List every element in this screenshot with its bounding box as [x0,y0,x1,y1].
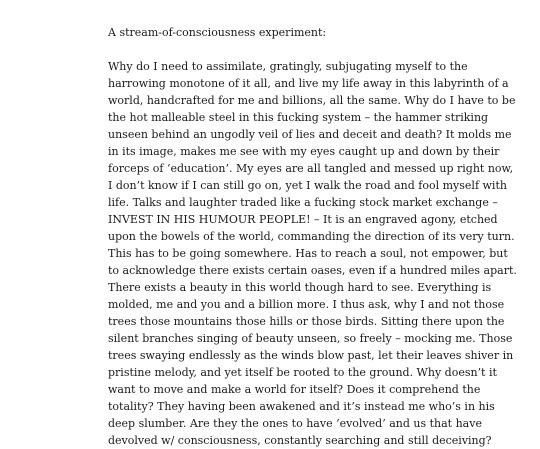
document-page [108,24,517,449]
paragraph-line: upon the bowels of the world, commanding the direction of its very turn. [108,230,515,243]
paragraph-line: trees swaying endlessly as the winds blow past, let their leaves shiver in [108,349,514,362]
paragraph-line: the hot malleable steel in this fucking system – the hammer striking [108,111,489,124]
paragraph-line: totality? They having been awakened and it’s instead me who’s in his [108,400,495,413]
paragraph-line: I don’t know if I can still go on, yet I walk the road and fool myself with [108,179,507,192]
paragraph-line: to acknowledge there exists certain oases, even if a hundred miles apart. [108,264,517,277]
paragraph-line: in its image, makes me see with my eyes caught up and down by their [108,145,500,158]
essay-paragraph [108,58,517,449]
paragraph-line: deep slumber. Are they the ones to have ‘evolved’ and us that have [108,417,482,430]
paragraph-line: life. Talks and laughter traded like a fucking stock market exchange – [108,196,498,209]
paragraph-line: forceps of ‘education’. My eyes are all tangled and messed up right now, [108,162,514,175]
paragraph-line: pristine melody, and yet itself be rooted to the ground. Why doesn’t it [108,366,497,379]
paragraph-line: unseen behind an ungodly veil of lies and deceit and death? It molds me [108,128,512,141]
paragraph-line: Why do I need to assimilate, gratingly, subjugating myself to the [108,60,468,73]
paragraph-line: INVEST IN HIS HUMOUR PEOPLE! – It is an engraved agony, etched [108,213,498,226]
paragraph-line: devolved w/ consciousness, constantly searching and still deceiving? [108,434,492,447]
paragraph-line: world, handcrafted for me and billions, all the same. Why do I have to be [108,94,516,107]
paragraph-line: silent branches singing of beauty unseen, so freely – mocking me. Those [108,332,513,345]
paragraph-line: This has to be going somewhere. Has to reach a soul, not empower, but [108,247,508,260]
paragraph-line: want to move and make a world for itself? Does it comprehend the [108,383,481,396]
intro-line: A stream-of-consciousness experiment: [108,26,327,39]
paragraph-line: trees those mountains those hills or those birds. Sitting there upon the [108,315,505,328]
paragraph-line: molded, me and you and a billion more. I thus ask, why I and not those [108,298,505,311]
paragraph-line: harrowing monotone of it all, and live my life away in this labyrinth of a [108,77,509,90]
paragraph-line: There exists a beauty in this world though hard to see. Everything is [108,281,492,294]
